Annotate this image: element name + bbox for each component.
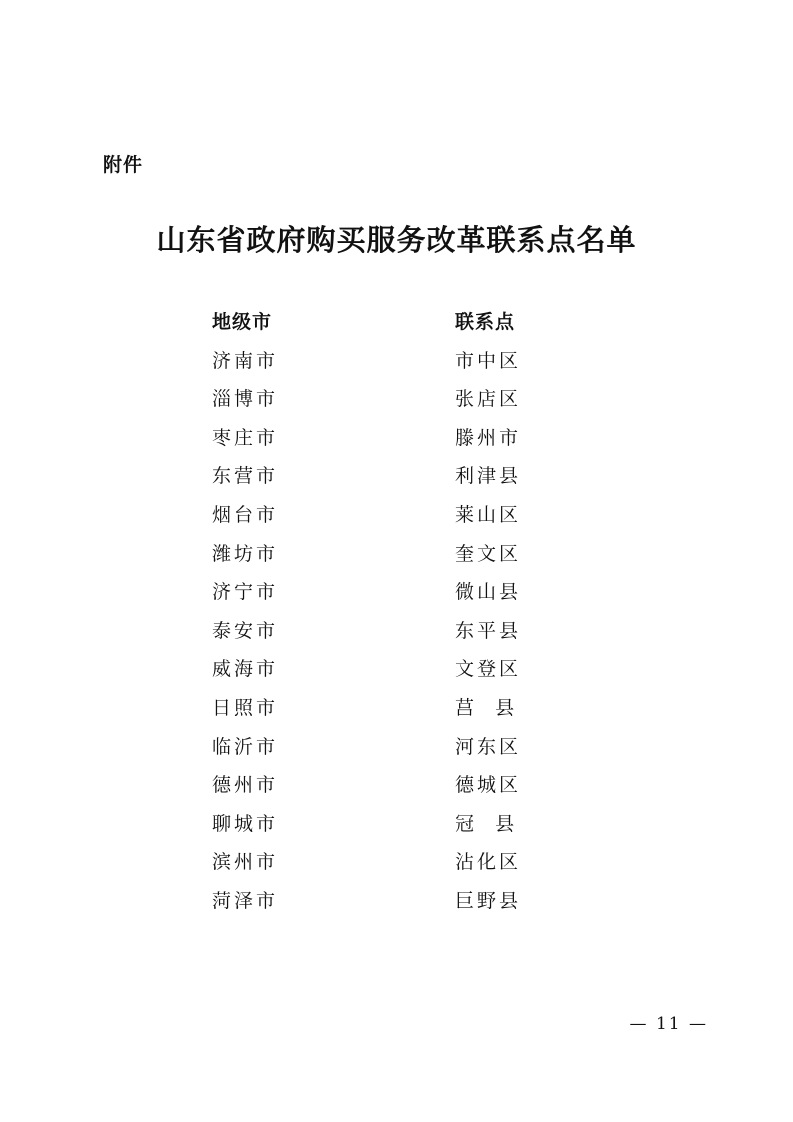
contact-point-cell: 张店区 [455,388,522,411]
table-header-row [212,303,552,342]
contact-point-cell: 德城区 [455,774,522,797]
header-contact-point: 联系点 [455,311,516,333]
contact-point-cell: 滕州市 [455,426,522,449]
contact-point-cell: 河东区 [455,735,522,758]
header-prefecture-city: 地级市 [212,311,273,333]
contact-point-cell: 市中区 [455,349,522,372]
contact-point-cell: 文登区 [455,658,522,681]
contact-point-cell: 东平县 [455,619,522,642]
contact-point-cell: 莒 县 [455,696,518,719]
table-row [212,689,552,728]
prefecture-city-cell: 德州市 [212,774,279,797]
prefecture-city-cell: 聊城市 [212,812,279,835]
contact-point-cell: 奎文区 [455,542,522,565]
prefecture-city-cell: 东营市 [212,465,279,488]
table-row [212,535,552,574]
contact-point-cell: 巨野县 [455,889,522,912]
prefecture-city-cell: 菏泽市 [212,889,279,912]
prefecture-city-cell: 临沂市 [212,735,279,758]
contact-point-cell: 利津县 [455,465,522,488]
prefecture-city-cell: 潍坊市 [212,542,279,565]
table-row [212,650,552,689]
document-title: 山东省政府购买服务改革联系点名单 [156,223,637,257]
prefecture-city-cell: 威海市 [212,658,279,681]
table-row [212,457,552,496]
table-row [212,882,552,921]
prefecture-city-cell: 枣庄市 [212,426,279,449]
table-row [212,342,552,381]
contact-point-cell: 莱山区 [455,503,522,526]
prefecture-city-cell: 日照市 [212,696,279,719]
contact-point-cell: 沾化区 [455,851,522,874]
contact-point-table [212,303,552,921]
table-row [212,843,552,882]
page-number: — 11 — [629,1014,708,1034]
table-row [212,612,552,651]
prefecture-city-cell: 烟台市 [212,503,279,526]
table-row [212,573,552,612]
table-row [212,419,552,458]
table-row [212,805,552,844]
attachment-label: 附件 [103,154,144,176]
prefecture-city-cell: 泰安市 [212,619,279,642]
contact-point-cell: 微山县 [455,581,522,604]
table-row [212,766,552,805]
contact-point-cell: 冠 县 [455,812,518,835]
prefecture-city-cell: 淄博市 [212,388,279,411]
table-row [212,380,552,419]
prefecture-city-cell: 济宁市 [212,581,279,604]
table-row [212,728,552,767]
table-row [212,496,552,535]
prefecture-city-cell: 济南市 [212,349,279,372]
prefecture-city-cell: 滨州市 [212,851,279,874]
